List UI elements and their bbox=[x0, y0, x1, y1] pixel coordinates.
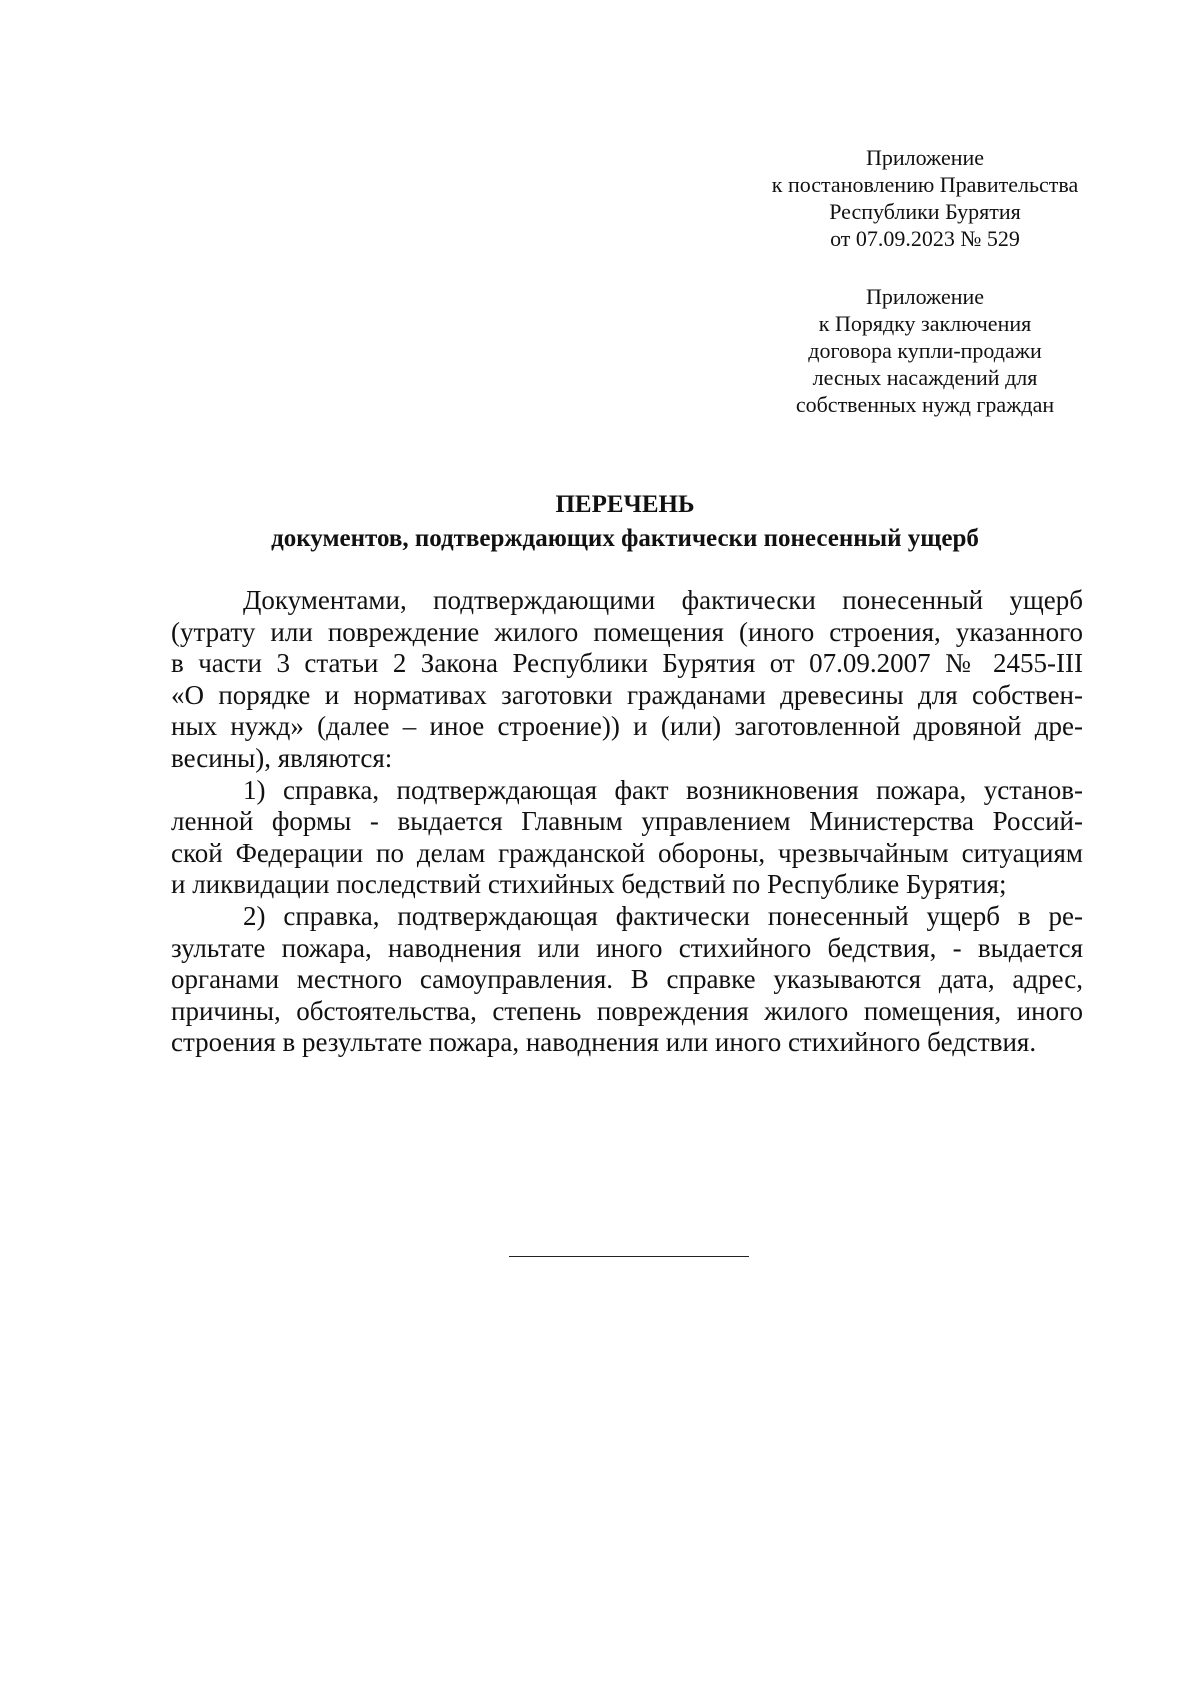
item-2-line: причины, обстоятельства, степень повреждения жилого помещения, иного bbox=[171, 995, 1083, 1026]
appendix-main-line: Приложение bbox=[865, 145, 985, 170]
appendix-main-line: к постановлению Правительства bbox=[771, 172, 1079, 197]
item-1-line: и ликвидации последствий стихийных бедствий по Республике Бурятия; bbox=[171, 869, 1007, 900]
body-intro-line: Документами, подтверждающими фактически понесенный ущерб bbox=[243, 585, 1083, 615]
body-intro-line: «О порядке и нормативах заготовки гражданами древесины для собствен- bbox=[171, 679, 1083, 710]
appendix-sub-line: к Порядку заключения bbox=[818, 311, 1032, 336]
body-intro-line: ных нужд» (далее – иное строение)) и (или) заготовленной дровяной дре- bbox=[171, 711, 1083, 742]
item-1-line: 1) справка, подтверждающая факт возникновения пожара, установ- bbox=[243, 774, 1083, 805]
appendix-main-block bbox=[735, 144, 1115, 252]
document-title bbox=[130, 488, 1120, 556]
body-intro-line: в части 3 статьи 2 Закона Республики Бурятия от 07.09.2007 № 2455-III bbox=[171, 648, 1083, 679]
appendix-sub-line: собственных нужд граждан bbox=[795, 392, 1055, 417]
appendix-sub-line: договора купли-продажи bbox=[808, 338, 1042, 363]
item-2-line: 2) справка, подтверждающая фактически понесенный ущерб в ре- bbox=[243, 900, 1083, 931]
appendix-main-line: от 07.09.2023 № 529 bbox=[830, 226, 1020, 251]
item-1-line: ской Федерации по делам гражданской обороны, чрезвычайным ситуациям bbox=[171, 837, 1083, 868]
item-2-line: строения в результате пожара, наводнения или иного стихийного бедствия. bbox=[171, 1027, 1037, 1058]
item-2-line: органами местного самоуправления. В справке указываются дата, адрес, bbox=[171, 964, 1083, 995]
title-subheading: документов, подтверждающих фактически понесенный ущерб bbox=[271, 525, 979, 552]
item-2-line: зультате пожара, наводнения или иного стихийного бедствия, - выдается bbox=[171, 932, 1083, 963]
closing-separator-line bbox=[509, 1256, 749, 1257]
appendix-sub-block bbox=[735, 283, 1115, 418]
body-intro-line: весины), являются: bbox=[171, 742, 393, 773]
item-1-line: ленной формы - выдается Главным управлением Министерства Россий- bbox=[171, 806, 1083, 837]
appendix-sub-line: Приложение bbox=[865, 284, 985, 309]
body-intro-line: (утрату или повреждение жилого помещения (иного строения, указанного bbox=[171, 616, 1083, 647]
appendix-sub-line: лесных насаждений для bbox=[812, 365, 1038, 390]
appendix-main-line: Республики Бурятия bbox=[829, 199, 1021, 224]
document-body bbox=[171, 585, 1083, 1059]
title-heading: ПЕРЕЧЕНЬ bbox=[555, 491, 695, 518]
